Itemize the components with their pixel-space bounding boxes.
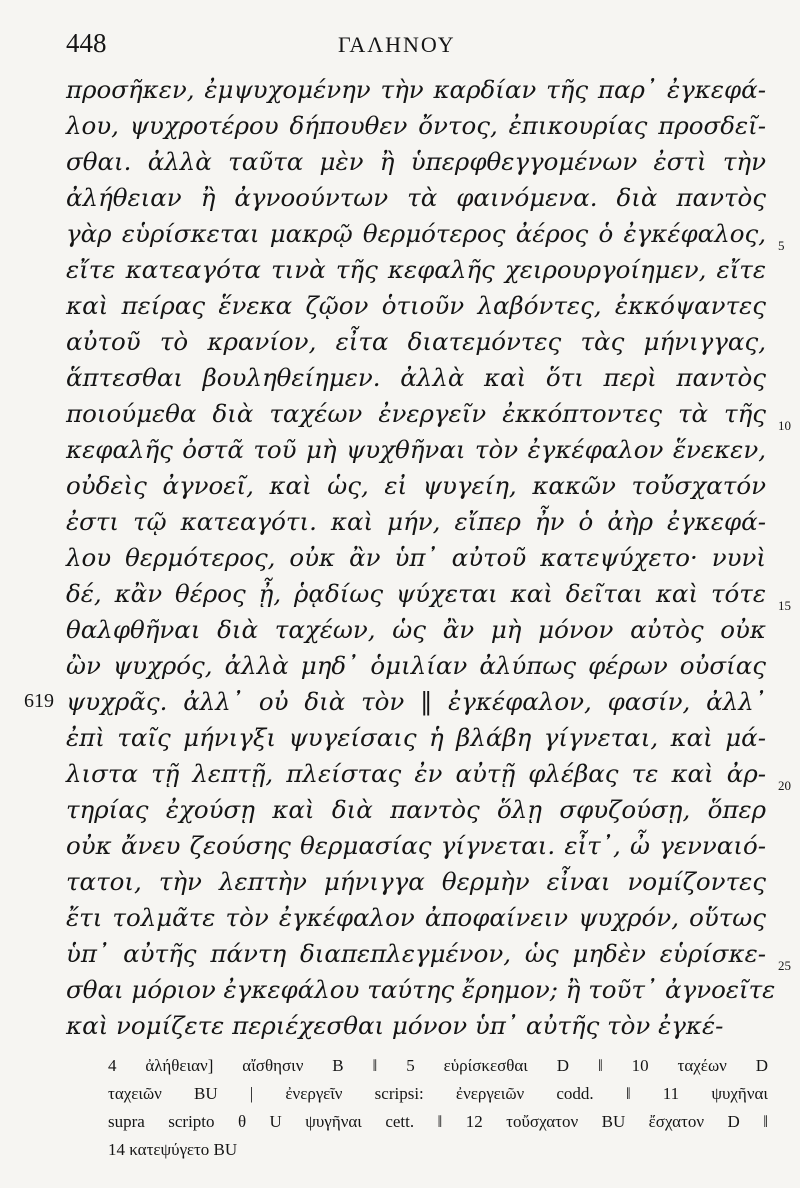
apparatus-line: supra scripto θ U ψυγῆναι cett. ‖ 12 τοὔσχατον BU ἔσχατον D ‖	[108, 1112, 768, 1131]
page-header	[66, 22, 766, 62]
text-line: ἐπὶ ταῖς μήνιγξι ψυγείσαις ἡ βλάβη γίγνεται, καὶ μά-	[66, 723, 766, 752]
text-line: λιστα τῇ λεπτῇ, πλείστας ἐν αὐτῇ φλέβας τε καὶ ἀρ-	[66, 759, 766, 788]
line-number: 5	[778, 238, 785, 253]
apparatus-line: ταχειῶν BU | ἐνεργεῖν scripsi: ἐνεργειῶν codd. ‖ 11 ψυχῆναι	[108, 1084, 768, 1103]
text-line: λου θερμότερος, οὐκ ἂν ὑπ᾽ αὐτοῦ κατεψύχετο· νυνὶ	[66, 543, 766, 572]
text-line: ὢν ψυχρός, ἀλλὰ μηδ᾽ ὁμιλίαν ἀλύπως φέρων οὐσίας	[66, 651, 766, 680]
text-line: κεφαλῆς ὀστᾶ τοῦ μὴ ψυχθῆναι τὸν ἐγκέφαλον ἕνεκεν,	[66, 435, 766, 464]
text-line: σθαι μόριον ἐγκεφάλου ταύτης ἔρημον; ἢ τοῦτ᾽ ἀγνοεῖτε	[66, 975, 776, 1004]
text-line: εἴτε κατεαγότα τινὰ τῆς κεφαλῆς χειρουργοίημεν, εἴτε	[66, 255, 766, 284]
apparatus-line: 14 κατεψύγετο BU	[108, 1140, 238, 1159]
text-line: γὰρ εὑρίσκεται μακρῷ θερμότερος ἀέρος ὁ ἐγκέφαλος,	[66, 219, 766, 248]
text-line: καὶ νομίζετε περιέχεσθαι μόνον ὑπ᾽ αὐτῆς τὸν ἐγκέ-	[66, 1011, 724, 1040]
apparatus-line: 4 ἀλήθειαν] αἴσθησιν B ‖ 5 εὑρίσκεσθαι D ‖ 10 ταχέων D	[108, 1056, 768, 1075]
text-line: ψυχρᾶς. ἀλλ᾽ οὐ διὰ τὸν ‖ ἐγκέφαλον, φασίν, ἀλλ᾽	[66, 687, 766, 716]
text-line: θαλφθῆναι διὰ ταχέων, ὡς ἂν μὴ μόνον αὐτὸς οὐκ	[66, 615, 766, 644]
text-line: σθαι. ἀλλὰ ταῦτα μὲν ἢ ὑπερφθεγγομένων ἐστὶ τὴν	[66, 147, 766, 176]
text-line: ἅπτεσθαι βουληθείημεν. ἀλλὰ καὶ ὅτι περὶ παντὸς	[66, 363, 766, 392]
text-line: ἔτι τολμᾶτε τὸν ἐγκέφαλον ἀποφαίνειν ψυχρόν, οὕτως	[66, 903, 766, 932]
line-number: 10	[778, 418, 791, 433]
text-line: τηρίας ἐχούσῃ καὶ διὰ παντὸς ὅλῃ σφυζούσῃ, ὅπερ	[66, 795, 766, 824]
text-line: λου, ψυχροτέρου δήπουθεν ὄντος, ἐπικουρίας προσδεῖ-	[66, 111, 766, 140]
running-title: ΓΑΛΗΝΟΥ	[338, 32, 456, 57]
line-number: 15	[778, 598, 791, 613]
text-line: ὑπ᾽ αὐτῆς πάντη διαπεπλεγμένον, ὡς μηδὲν εὑρίσκε-	[66, 939, 766, 968]
critical-apparatus	[108, 1052, 768, 1164]
page-number: 448	[66, 28, 107, 58]
text-line: προσῆκεν, ἐμψυχομένην τὴν καρδίαν τῆς παρ᾽ ἐγκεφά-	[66, 75, 766, 104]
text-line: δέ, κἂν θέρος ᾖ, ῥᾳδίως ψύχεται καὶ δεῖται καὶ τότε	[66, 579, 766, 608]
text-line: ἐστι τῷ κατεαγότι. καὶ μήν, εἴπερ ἦν ὁ ἀὴρ ἐγκεφά-	[66, 507, 766, 536]
text-line: τατοι, τὴν λεπτὴν μήνιγγα θερμὴν εἶναι νομίζοντες	[66, 867, 766, 896]
text-line: οὐδεὶς ἀγνοεῖ, καὶ ὡς, εἰ ψυγείη, κακῶν τοὔσχατόν	[66, 471, 766, 500]
text-line: οὐκ ἄνευ ζεούσης θερμασίας γίγνεται. εἶτ᾽, ὦ γενναιό-	[66, 831, 766, 860]
text-line: ἀλήθειαν ἢ ἀγνοούντων τὰ φαινόμενα. διὰ παντὸς	[66, 183, 766, 212]
line-number: 20	[778, 778, 791, 793]
text-line: ποιούμεθα διὰ ταχέων ἐνεργεῖν ἐκκόπτοντες τὰ τῆς	[66, 399, 766, 428]
text-line: αὐτοῦ τὸ κρανίον, εἶτα διατεμόντες τὰς μήνιγγας,	[66, 327, 766, 356]
text-line: καὶ πείρας ἕνεκα ζῷον ὁτιοῦν λαβόντες, ἐκκόψαντες	[66, 291, 766, 320]
margin-page-reference: 619	[24, 690, 54, 712]
line-number: 25	[778, 958, 791, 973]
